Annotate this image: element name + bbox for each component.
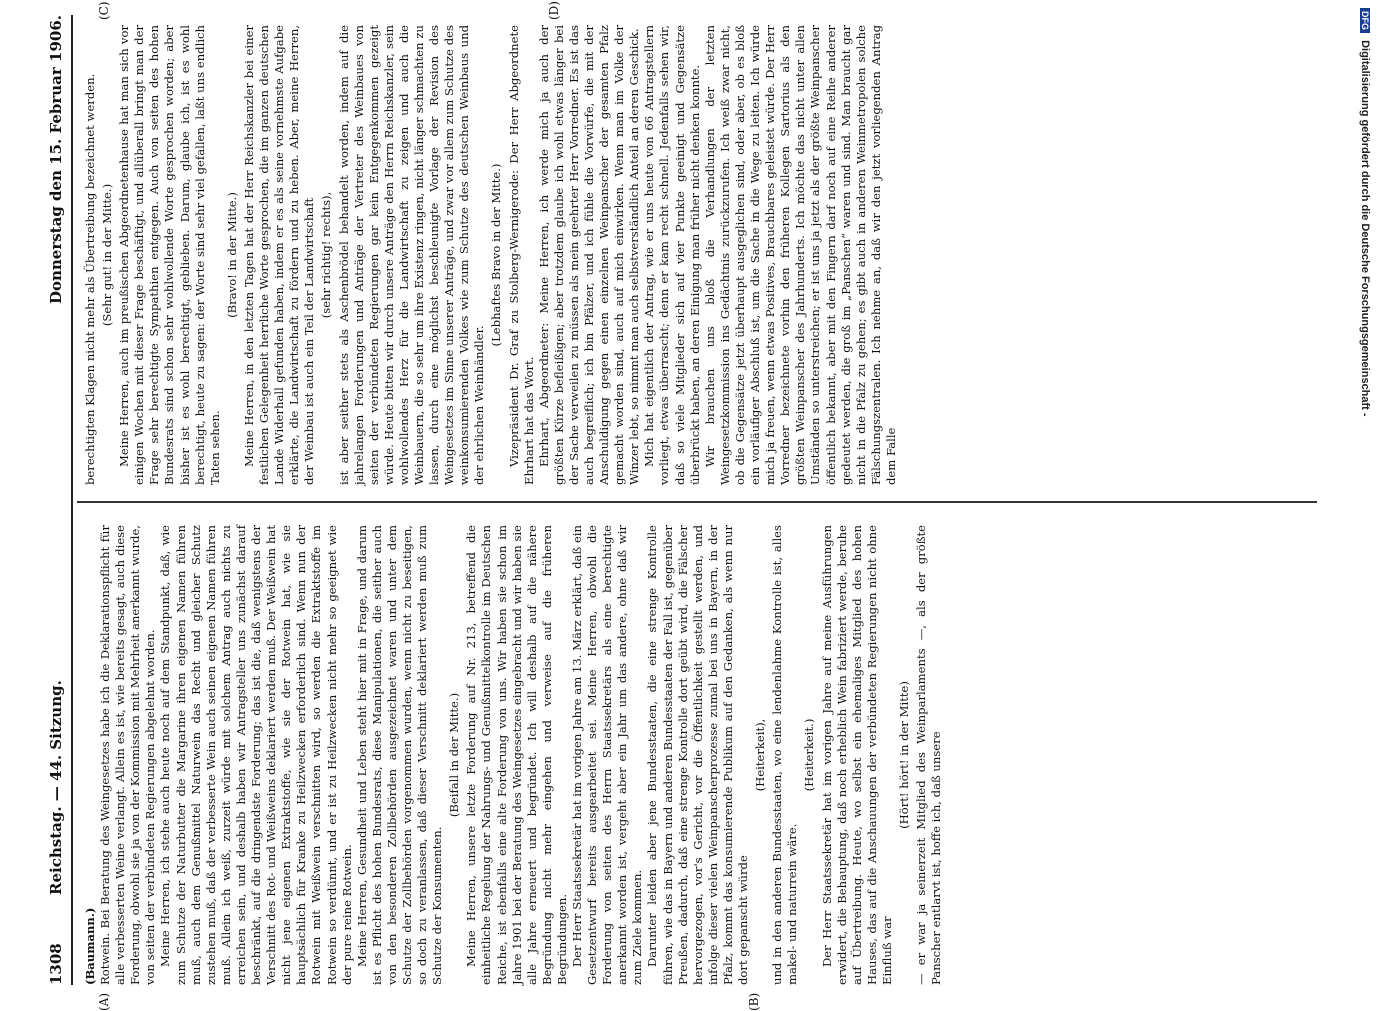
paragraph: und in den anderen Bundesstaaten, wo eine lendenlahme Kontrolle ist, alles makel- und naturrein wäre. — [770, 525, 800, 985]
left-column — [83, 525, 944, 985]
paragraph: — er war ja seinerzeit Mitglied des Weinparlaments —, als der größte Panscher entlarvt ist, hoffe ich, daß unsere — [914, 525, 944, 985]
page-number: 1308 — [47, 943, 65, 985]
paragraph: Wir brauchen uns bloß die Verhandlungen der letzten Weingesetzkommission ins Gedächtnis zurückzurufen. Ich weiß zwar nicht, ob die Gegensätze jetzt überhaupt ausgeglichen sind, oder aber, ob es bloß ein vorläufiger Abschluß ist, um die Sache in die Wege zu leiten. Ich würde mich ja freuen, wenn etwas Positives, Brauchbares geleistet würde. Der Herr Vorredner bezeichnete vorhin den früheren Kollegen Sartorius als den größten Weinpanscher des Jahrhunderts. Ich möchte das nicht unter allen Umständen so unterstreichen; er ist uns ja jetzt als der größte Weinpanscher öffentlich bekannt, aber mit den Fingern darf noch auf eine Reihe anderer gedeutet werden, die groß im „Panschen“ waren und sind. Man braucht gar nicht in die Pfalz zu gehen; es gibt auch in anderen Weinmetropolen solche Fälschungszentralen. Ich nehme an, daß wir den jetzt vorliegenden Antrag dem Falle — [702, 25, 898, 485]
paragraph: berechtigten Klagen nicht mehr als Übertreibung bezeichnet werden. — [83, 73, 97, 485]
paragraph: Ehrhart, Abgeordneter: Meine Herren, ich werde mich ja auch der größten Kürze befleißigen; aber trotzdem glaube ich wohl etwas länger bei der Sache verweilen zu müssen als mein geehrter Herr Vorredner. Es ist das auch begreiflich; ich bin Pfälzer, und ich fühle die Vorwürfe, die mit der Anschuldigung gegen einen einzelnen Weinpanscher der gesamten Pfalz gemacht worden sind, auch auf mich einwirken. Wenn man im Volke der Winzer lebt, so nimmt man auch selbstverständlich Anteil an deren Geschick. — [536, 25, 642, 485]
interjection: (Beifall in der Mitte.) — [447, 692, 462, 818]
paragraph: Meine Herren, in den letzten Tagen hat der Herr Reichskanzler bei einer festlichen Gelegenheit herrliche Worte gesprochen, die im ganzen deutschen Lande Widerhall gefunden haben, indem er es als seine vornehmste Aufgabe erklärte, die Landwirtschaft zu fördern und zu heben. Aber, meine Herren, der Weinbau ist auch ein Teil der Landwirtschaft — [241, 25, 317, 485]
interjection: (Hört! hört! in der Mitte) — [896, 681, 911, 829]
paragraph: Meine Herren, unsere letzte Forderung auf Nr. 213, betreffend die einheitliche Regelung der Nahrungs- und Genußmittelkontrolle im Deutschen Reiche, ist ebenfalls eine alte Forderung von uns. Wir haben sie schon im Jahre 1901 bei der Beratung des Weingesetzes eingebracht und wir haben sie alle Jahre erneuert und begründet. Ich will deshalb auf die nähere Begründung nicht mehr eingehen und verweise auf die früheren Begründungen. — [464, 525, 569, 985]
interjection: (sehr richtig! rechts), — [319, 191, 334, 319]
paragraph: Mich hat eigentlich der Antrag, wie er uns heute von 66 Antragstellern vorliegt, etwas überrascht; denn er kam recht schnell. Jedenfalls sehen wir, daß so viele Mitglieder sich auf vier Punkte geeinigt und Gegensätze überbrückt haben, an deren Einigung man früher nicht denken konnte. — [642, 25, 702, 485]
interjection: (Heiterkeit), — [753, 718, 768, 792]
rotated-page — [45, 1, 1320, 1011]
interjection: (Bravo! in der Mitte.) — [224, 192, 239, 318]
header-rule — [71, 15, 73, 985]
column-divider — [77, 501, 1317, 503]
margin-marker-a: (A) — [97, 992, 111, 1011]
margin-marker-d: (D) — [547, 1, 561, 20]
header-session: Reichstag. — 44. Sitzung. — [47, 680, 65, 895]
paragraph: Meine Herren, auch im preußischen Abgeordnetenhause hat man sich vor einigen Wochen mit dieser Frage beschäftigt, und allüberall bringt man der Frage sehr berechtigte Sympathien entgegen. Auch von seiten des hohen Bundesrats sind schon sehr wohlwollende Worte gesprochen worden; aber bisher ist es wohl berechtigt, geblieben. Darum, glaube ich, ist es wohl berechtigt, heute zu sagen: der Worte sind sehr viel gefallen, laßt uns endlich Taten sehen. — [117, 25, 222, 485]
margin-marker-c: (C) — [97, 1, 111, 20]
right-column — [83, 25, 899, 485]
interjection: (Lebhaftes Bravo in der Mitte.) — [489, 163, 504, 347]
paragraph: Meine Herren, Gesundheit und Leben steht hier mit in Frage, und darum ist es Pflicht des hohen Bundesrats, diese Manipulationen, die seither auch von den besonderen Zollbehörden ausgezeichnet waren und unter dem Schutze der Zollbehörden vorgenommen wurden, wenn nicht zu beseitigen, so doch zu veranlassen, daß dieser Verschnitt deklariert werden muß zum Schutze der Konsumenten. — [354, 525, 445, 985]
interjection: (Heiterkeit.) — [802, 718, 817, 792]
paragraph: Vizepräsident Dr. Graf zu Stolberg-Wernigerode: Der Herr Abgeordnete Ehrhart hat das Wort. — [506, 25, 536, 485]
paragraph: Der Herr Staatssekretär hat im vorigen Jahre auf meine Ausführungen erwidert, die Behauptung, daß noch erheblich Wein fabriziert werde, beruhe auf Übertreibung. Heute, wo selbst ein ehemaliges Mitglied des hohen Hauses, das auf die Anschauungen der verbündeten Regierungen nicht ohne Einfluß war — [819, 525, 894, 985]
page-header — [45, 15, 73, 985]
paragraph: Rotwein. Bei Beratung des Weingesetzes habe ich die Deklarationspflicht für alle verbesserten Weine verlangt. Allein es ist, wie bereits gesagt, auch diese Forderung, obwohl sie ja von der Kommission mit Mehrheit anerkannt wurde, von seiten der verbündeten Regierungen abgelehnt worden. — [98, 525, 158, 985]
paragraph: Darunter leiden aber jene Bundesstaaten, die eine strenge Kontrolle führen, wie das in Bayern und anderen Bundesstaaten der Fall ist, gegenüber Preußen, dadurch, daß eine strenge Kontrolle dort geübt wird, die Fälscher hervorgezogen, vor's Gericht, vor die Öffentlichkeit gestellt werden, und infolge dieser vielen Weinpanscherprozesse zumal bei uns in Bayern, in der Pfalz, kommt das konsumierende Publikum auf den Gedanken, als wenn nur dort gepanscht würde — [645, 525, 751, 985]
paragraph: Meine Herren, ich stehe auch heute noch auf dem Standpunkt, daß, wie zum Schutze der Naturbutter die Margarine ihren eigenen Namen führen muß, auch dem Genußmittel Naturwein das Recht und gleicher Schutz zustehen muß, daß der verbesserte Wein auch seinen eigenen Namen führen muß. Allein ich weiß, zurzeit würde mit solchem Antrag auch nichts zu erreichen sein, und deshalb haben wir Antragsteller uns zunächst darauf beschränkt, auf die dringendste Forderung; das ist die, daß wenigstens der Verschnitt des Rot- und Weißweins deklariert werden muß. Der Weißwein hat nicht jene eigenen Extraktstoffe, wie sie der Rotwein hat, wie sie hauptsächlich für Kranke zu Heilzwecken erforderlich sind. Wenn nun der Rotwein mit Weißwein verschnitten wird, so werden die Extraktstoffe im Rotwein so verdünnt, und er ist zu Heilzwecken nicht mehr so geeignet wie der pure reine Rotwein. — [158, 525, 354, 985]
speaker-tag: (Baumann.) — [83, 907, 97, 985]
digitization-credit — [1351, 8, 1377, 992]
interjection: (Sehr gut! in der Mitte.) — [100, 183, 115, 327]
paragraph: Der Herr Staatssekretär hat im vorigen Jahre am 13. März erklärt, daß ein Gesetzentwurf bereits ausgearbeitet sei. Meine Herren, obwohl die Forderung von seiten des Herrn Staatssekretärs als eine berechtigte anerkannt worden ist, vergeht aber ein Jahr um das andere, ohne daß wir zum Ziele kommen. — [570, 525, 645, 985]
margin-marker-b: (B) — [747, 992, 761, 1011]
dfg-logo: DFG — [1360, 8, 1370, 33]
header-date: Donnerstag den 15. Februar 1906. — [47, 15, 65, 305]
paragraph: ist aber seither stets als Aschenbrödel behandelt worden, indem auf die jahrelangen Forderungen und Anträge der Vertreter des Weinbaues von seiten der verbündeten Regierungen gar kein Entgegenkommen gezeigt würde. Heute bitten wir durch unsere Anträge den Herrn Reichskanzler, sein wohlwollendes Herz für die Landwirtschaft zu zeigen und auch die Weinbauern, die so sehr um ihre Existenz ringen, nicht länger schmachten zu lassen, durch eine möglichst beschleunigte Vorlage der Revision des Weingesetzes im Sinne unserer Anträge, und zwar vor allem zum Schutze des weinkonsumierenden Volkes wie zum Schutze des deutschen Weinbaus und der ehrlichen Weinhändler. — [336, 25, 487, 485]
digitization-credit-text: Digitalisierung gefördert durch die Deutsche Forschungsgemeinschaft - — [1359, 40, 1371, 417]
